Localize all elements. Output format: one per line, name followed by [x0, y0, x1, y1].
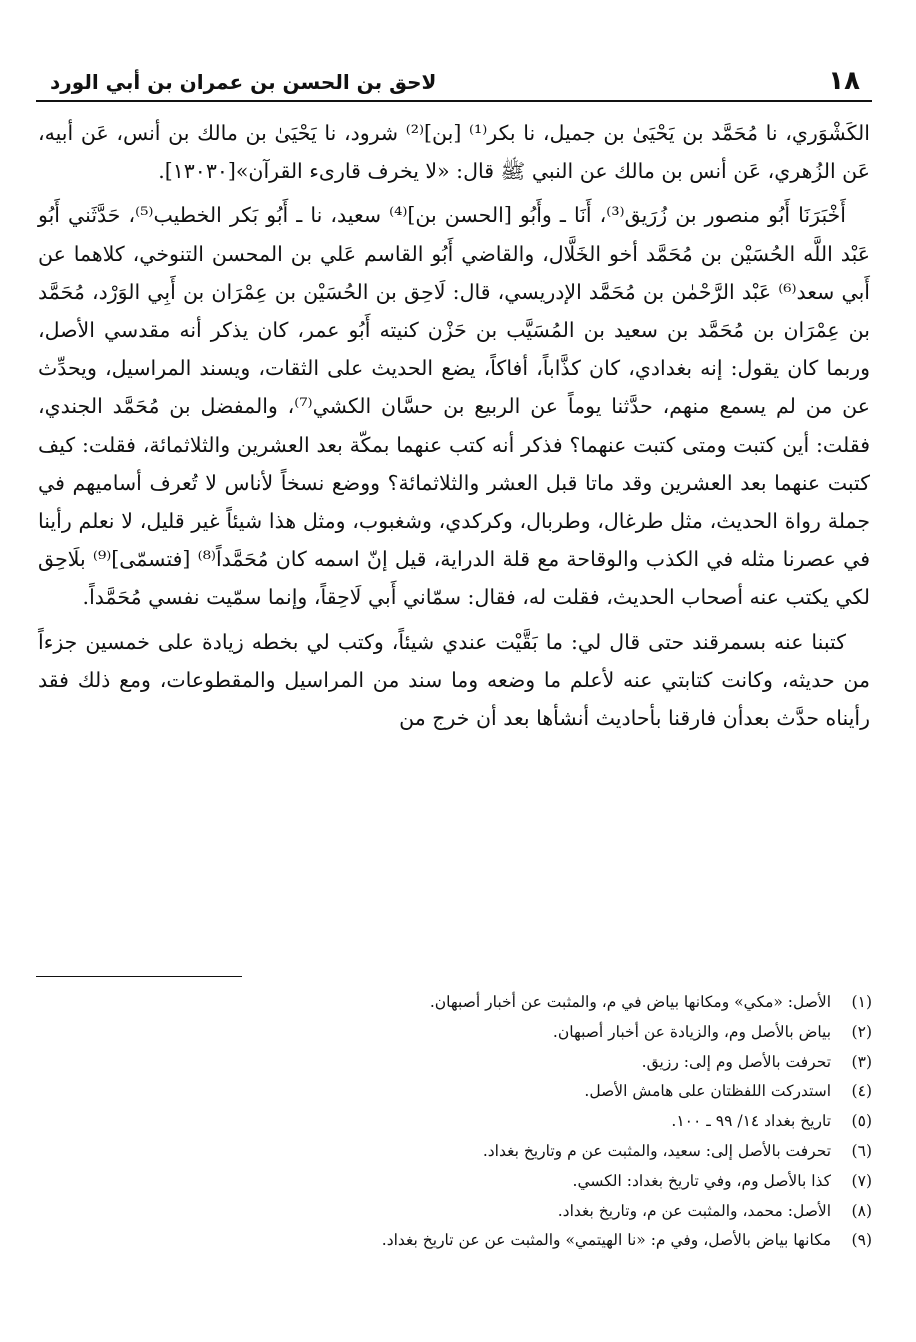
- running-title: لاحق بن الحسن بن عمران بن أبي الورد: [50, 70, 437, 94]
- footnote-number: (٦): [851, 1141, 872, 1160]
- footnote-text: تحرفت بالأصل وم إلى: رزيق.: [641, 1052, 832, 1071]
- footnote-text: بياض بالأصل وم، والزيادة عن أخبار أصبهان.: [552, 1022, 832, 1041]
- footnote: [36, 1018, 872, 1048]
- footnote-text: تحرفت بالأصل إلى: سعيد، والمثبت عن م وتاريخ بغداد.: [482, 1141, 832, 1160]
- footnote-number: (٣): [851, 1052, 872, 1071]
- footnote-text: الأصل: «مكي» ومكانها بياض في م، والمثبت عن أخبار أصبهان.: [429, 993, 832, 1011]
- page-number: ١٨: [828, 66, 860, 96]
- footnote: [36, 1167, 872, 1197]
- footnote: [36, 1077, 872, 1107]
- footnote-number: (٢): [851, 1022, 872, 1041]
- footnote-number: (٩): [851, 1231, 872, 1250]
- paragraph: أَخْبَرَنَا أَبُو منصور بن زُرَيق⁽³⁾، أَنَا ـ وأَبُو [الحسن بن]⁽⁴⁾ سعيد، نا ـ أَبُو بَكر الخطيب⁽⁵⁾، حَدَّثَني أَبُو عَبْد اللَّه الحُسَيْن بن مُحَمَّد أخو الخَلَّال، والقاضي أَبُو القاسم عَلي بن المحسن التنوخي، كلاهما عن أَبي سعد⁽⁶⁾ عَبْد الرَّحْمٰن بن مُحَمَّد الإدريسي، قال: لَاحِق بن الحُسَيْن بن عِمْرَان بن أَبِي الوَرْد، مُحَمَّد بن عِمْرَان بن مُحَمَّد بن سعيد بن المُسَيَّب بن حَزْن كنيته أَبُو عمر، كان يذكر أنه مقدسي الأصل، وربما كان يقول: إنه بغدادي، كان كذَّاباً، أفاكاً، يضع الحديث على الثقات، ويسند المراسيل، ويحدِّث عن من لم يسمع منهم، حدَّثنا يوماً عن الربيع بن حسَّان الكشي⁽⁷⁾، والمفضل بن مُحَمَّد الجندي، فقلت: أين كتبت ومتى كتبت عنهما؟ فذكر أنه كتب عنهما بمكّة بعد العشرين والثلاثمائة، فقلت: كيف كتبت عنهما بعد العشرين وقد ماتا قبل العشر والثلاثمائة؟ ووضع نسخاً لأناس لا تُعرف أساميهم في جملة رواة الحديث، مثل طرغال، وطربال، وكركدي، وشغبوب، ومثل هذا شيئاً غير قليل، لا نعلم رأينا في عصرنا مثله في الكذب والوقاحة مع قلة الدراية، قيل إنّ اسمه كان مُحَمَّداً⁽⁸⁾ [فتسمّى]⁽⁹⁾ بلَاحِق لكي يكتب عنه أصحاب الحديث، فقلت له، فقال: سمّاني أَبي لَاحِقاً، وإنما سمّيت نفسي مُحَمَّداً.: [38, 203, 871, 610]
- footnote: [36, 1107, 872, 1137]
- main-text: [36, 114, 872, 737]
- footnote-number: (٧): [851, 1171, 872, 1190]
- footnote-text: كذا بالأصل وم، وفي تاريخ بغداد: الكسي.: [572, 1171, 832, 1190]
- footnote-number: (٤): [851, 1082, 872, 1101]
- book-page: [36, 60, 872, 1310]
- footnote-text: الأصل: محمد، والمثبت عن م، وتاريخ بغداد.: [557, 1201, 832, 1220]
- footnotes-list: [36, 988, 872, 1256]
- footnote-number: (٥): [851, 1112, 872, 1131]
- running-head: [36, 60, 872, 102]
- footnote-text: تاريخ بغداد ١٤/ ٩٩ ـ ١٠٠.: [671, 1112, 832, 1131]
- footnote-number: (١): [851, 993, 872, 1011]
- paragraph: كتبنا عنه بسمرقند حتى قال لي: ما بَقَّيْت عندي شيئاً، وكتب لي بخطه زيادة على خمسين جزءاً من حديثه، وكانت كتابتي عنه لأعلم ما وضعه وما سند من المراسيل والمقطوعات، ومع ذلك فقد رأيناه حدَّث بعدأن فارقنا بأحاديث أنشأها بعد أن خرج من: [38, 629, 870, 731]
- footnote: [36, 1226, 872, 1256]
- footnote-separator: [36, 976, 242, 977]
- footnote: [36, 1048, 872, 1078]
- footnote-number: (٨): [851, 1201, 872, 1220]
- footnote: [36, 988, 872, 1018]
- footnote-text: استدركت اللفظتان على هامش الأصل.: [584, 1082, 832, 1101]
- footnote: [36, 1197, 872, 1227]
- paragraph: الكَشْوَري، نا مُحَمَّد بن يَحْيَىٰ بن جميل، نا بكر⁽¹⁾ [بن]⁽²⁾ شرود، نا يَحْيَىٰ بن مالك بن أنس، عَن أبيه، عَن الزُهري، عَن أنس بن مالك عن النبي ﷺ قال: «لا يخرف قارىء القرآن»[١٣٠٣٠].: [38, 121, 870, 184]
- footnote: [36, 1137, 872, 1167]
- footnote-text: مكانها بياض بالأصل، وفي م: «نا الهيتمي» والمثبت عن عن تاريخ بغداد.: [381, 1231, 832, 1250]
